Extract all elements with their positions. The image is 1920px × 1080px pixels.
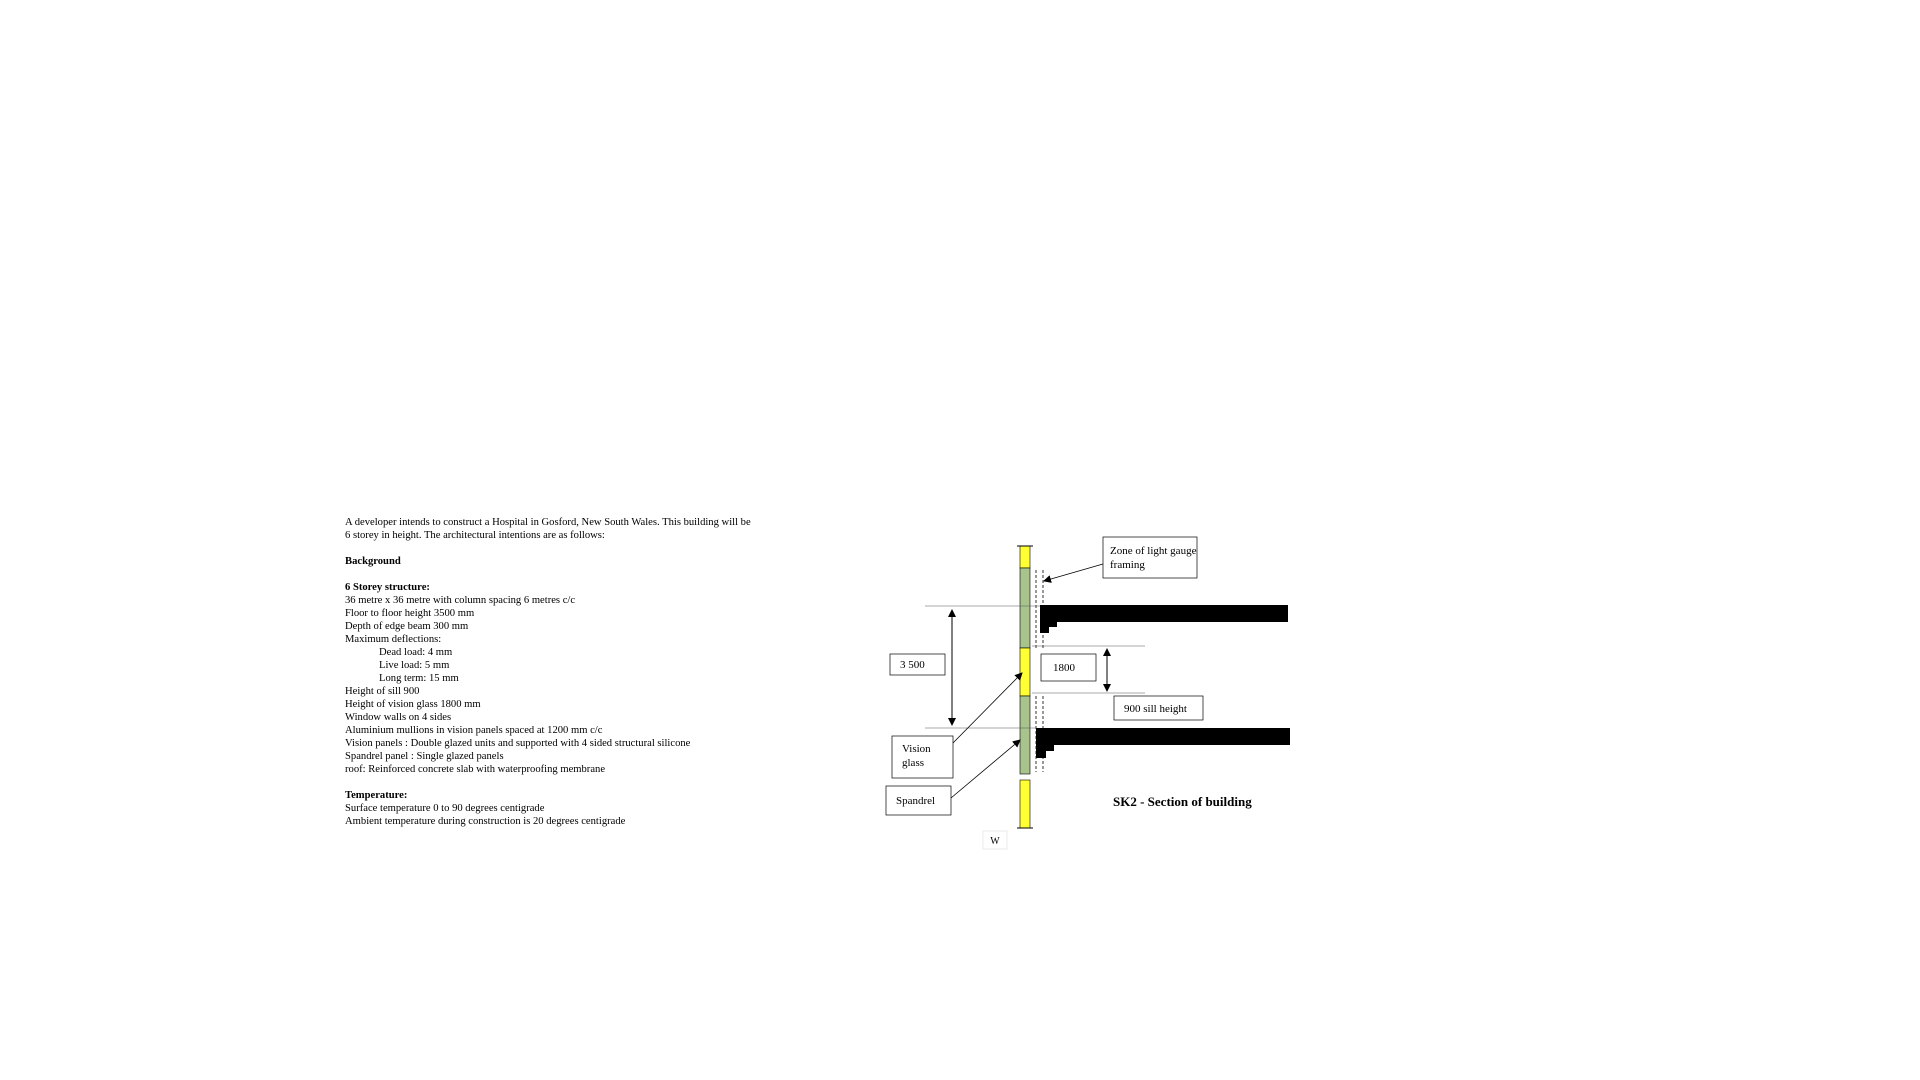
spandrel-pointer-arrow [951, 740, 1020, 798]
spec-item: Vision panels : Double glazed units and supported with 4 sided structural silicone [345, 738, 691, 749]
document-text [345, 516, 815, 828]
temperature-heading: Temperature: [345, 790, 408, 801]
spec-item: Window walls on 4 sides [345, 712, 452, 723]
vision-glass-label-line-2: glass [902, 757, 924, 769]
lower-spandrel-panel [1020, 696, 1030, 774]
bottom-vision-panel [1020, 780, 1030, 828]
intro-line-1: A developer intends to construct a Hospital in Gosford, New South Wales. This building will be [345, 517, 751, 528]
intro-line-2: 6 storey in height. The architectural intentions are as follows: [345, 530, 605, 541]
framing-pointer-arrow [1044, 564, 1103, 581]
building-section-diagram [870, 530, 1300, 850]
spec-item: Height of sill 900 [345, 686, 420, 697]
background-heading: Background [345, 556, 401, 567]
vision-glass-pointer-arrow [953, 673, 1022, 743]
temperature-item: Surface temperature 0 to 90 degrees centigrade [345, 803, 545, 814]
structure-heading: 6 Storey structure: [345, 582, 430, 593]
structure-item: 36 metre x 36 metre with column spacing 6 metres c/c [345, 595, 576, 606]
deflection-item: Live load: 5 mm [379, 660, 450, 671]
top-vision-panel [1020, 546, 1030, 568]
structure-item: Floor to floor height 3500 mm [345, 608, 475, 619]
spec-item: Height of vision glass 1800 mm [345, 699, 481, 710]
structure-item: Maximum deflections: [345, 634, 442, 645]
vision-glass-label-line-1: Vision [902, 743, 931, 755]
glass-height-label: 1800 [1053, 662, 1075, 674]
middle-vision-panel [1020, 648, 1030, 696]
upper-floor-slab [1040, 605, 1288, 633]
upper-spandrel-panel [1020, 568, 1030, 648]
deflection-item: Dead load: 4 mm [379, 647, 453, 658]
diagram-caption: SK2 - Section of building [1113, 794, 1252, 809]
spandrel-label: Spandrel [896, 795, 936, 807]
structure-item: Depth of edge beam 300 mm [345, 621, 469, 632]
temperature-item: Ambient temperature during construction is 20 degrees centigrade [345, 816, 626, 827]
orientation-label: W [990, 836, 1000, 847]
deflection-item: Long term: 15 mm [379, 673, 459, 684]
spec-item: Spandrel panel : Single glazed panels [345, 751, 504, 762]
spec-item: Aluminium mullions in vision panels spaced at 1200 mm c/c [345, 725, 603, 736]
sill-label: 900 sill height [1124, 703, 1187, 715]
framing-label-box [1103, 537, 1197, 578]
framing-label-line-1: Zone of light gauge [1110, 545, 1197, 557]
lower-floor-slab [1036, 728, 1290, 758]
floor-height-label: 3 500 [900, 659, 925, 671]
framing-label-line-2: framing [1110, 559, 1145, 571]
spec-item: roof: Reinforced concrete slab with waterproofing membrane [345, 764, 606, 775]
